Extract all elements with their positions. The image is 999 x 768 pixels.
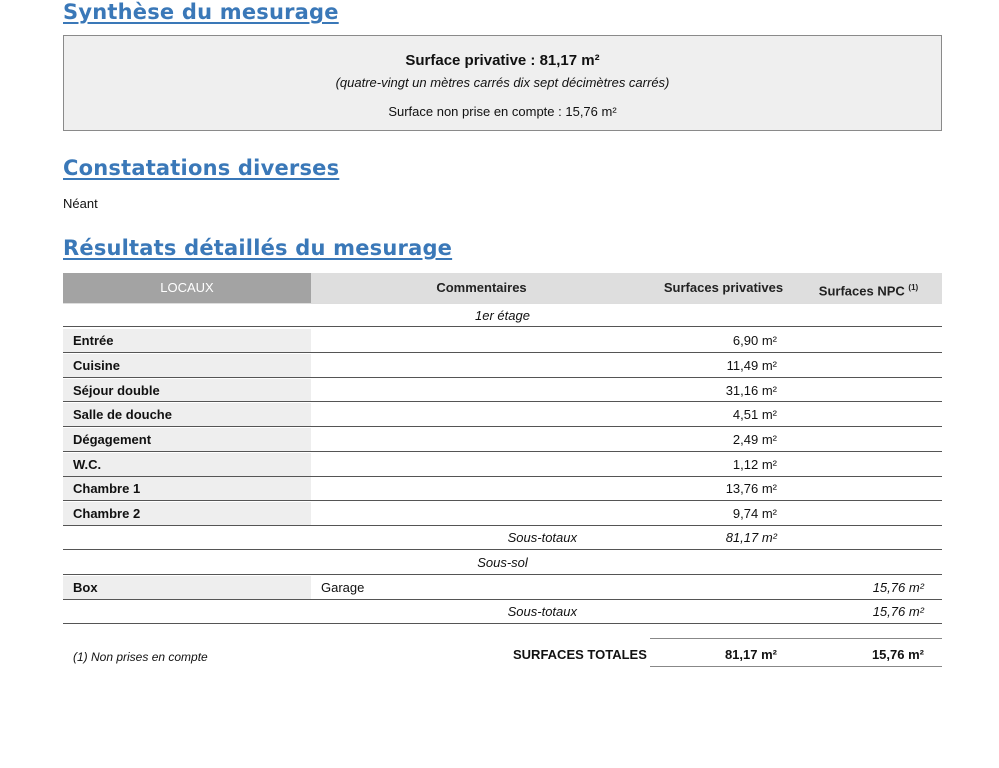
table-row	[63, 502, 942, 525]
header-locaux: LOCAUX	[63, 273, 311, 303]
section-title: Sous-sol	[477, 555, 528, 570]
row-divider	[63, 500, 942, 501]
table-row	[63, 403, 942, 426]
surface-non-prise-text: Surface non prise en compte : 15,76 m²	[388, 104, 617, 119]
row-divider	[63, 401, 942, 402]
row-local: Salle de douche	[63, 403, 311, 426]
row-local: W.C.	[63, 453, 311, 476]
total-privative: 81,17 m²	[724, 647, 777, 662]
totals-top-rule	[650, 638, 942, 639]
header-commentaires: Commentaires	[311, 273, 652, 303]
row-local: Dégagement	[63, 428, 311, 451]
surface-privative-text: Surface privative : 81,17 m²	[405, 52, 600, 69]
row-divider	[63, 574, 942, 575]
row-divider	[63, 525, 942, 526]
heading-synthese: Synthèse du mesurage	[63, 0, 339, 24]
row-local: Box	[63, 576, 311, 599]
constatations-text: Néant	[63, 196, 98, 211]
header-surfaces-privatives: Surfaces privatives	[652, 273, 795, 303]
row-divider	[63, 599, 942, 600]
header-npc-label: Surfaces NPC	[818, 283, 905, 299]
row-privative: 13,76 m²	[725, 481, 777, 496]
subtotal-privative: 81,17 m²	[725, 530, 777, 545]
table-row	[63, 354, 942, 377]
row-divider	[63, 549, 942, 550]
row-local: Cuisine	[63, 354, 311, 377]
row-privative: 1,12 m²	[732, 457, 777, 472]
table-row	[63, 428, 942, 451]
heading-resultats: Résultats détaillés du mesurage	[63, 236, 453, 260]
row-privative: 31,16 m²	[725, 383, 777, 398]
subtotal-label: Sous-totaux	[507, 604, 577, 619]
table-row	[63, 329, 942, 352]
subtotal-label: Sous-totaux	[507, 530, 577, 545]
row-divider	[63, 426, 942, 427]
row-npc: 15,76 m²	[872, 580, 924, 595]
header-surfaces-npc	[795, 273, 942, 303]
row-divider	[63, 377, 942, 378]
subtotal-npc: 15,76 m²	[872, 604, 924, 619]
table-row	[63, 576, 942, 599]
row-local: Chambre 1	[63, 477, 311, 500]
row-privative: 4,51 m²	[732, 407, 777, 422]
row-local: Chambre 2	[63, 502, 311, 525]
row-divider	[63, 451, 942, 452]
footnote: (1) Non prises en compte	[73, 650, 208, 664]
row-privative: 2,49 m²	[732, 432, 777, 447]
summary-box	[63, 35, 942, 131]
row-privative: 9,74 m²	[732, 506, 777, 521]
row-divider	[63, 623, 942, 624]
row-divider	[63, 326, 942, 327]
row-privative: 11,49 m²	[726, 358, 777, 373]
totals-bottom-rule	[650, 666, 942, 667]
heading-constatations: Constatations diverses	[63, 156, 340, 180]
row-local: Séjour double	[63, 379, 311, 402]
table-row	[63, 379, 942, 402]
totals-label: SURFACES TOTALES	[513, 647, 647, 662]
total-npc: 15,76 m²	[871, 647, 924, 662]
table-row	[63, 453, 942, 476]
section-title: 1er étage	[475, 308, 530, 323]
row-divider	[63, 352, 942, 353]
surface-en-lettres-text: (quatre-vingt un mètres carrés dix sept décimètres carrés)	[335, 75, 670, 90]
header-npc-footnote: (1)	[908, 283, 919, 292]
row-local: Entrée	[63, 329, 311, 352]
header-divider	[63, 303, 942, 304]
row-privative: 6,90 m²	[732, 333, 777, 348]
table-row	[63, 477, 942, 500]
row-comment: Garage	[321, 580, 365, 595]
